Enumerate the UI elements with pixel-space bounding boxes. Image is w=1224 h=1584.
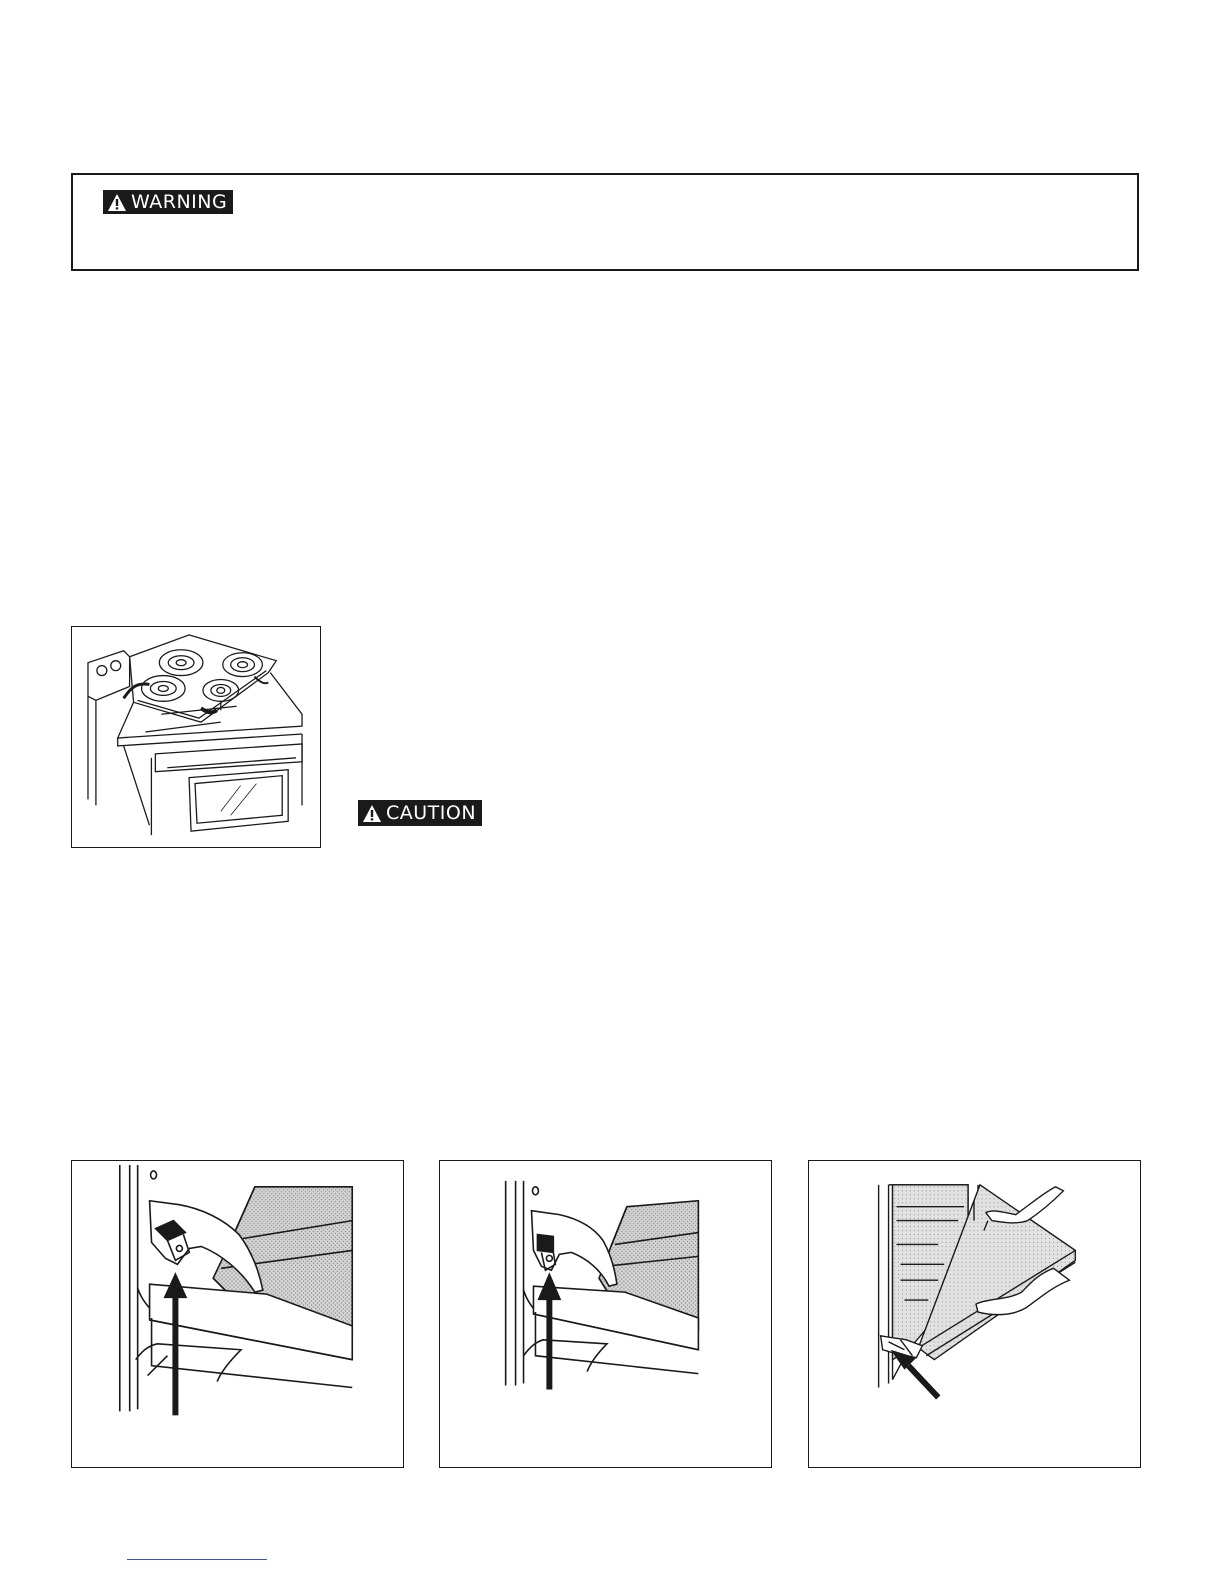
door-removal-illustration xyxy=(809,1161,1140,1467)
warning-badge xyxy=(103,190,233,214)
warning-triangle-icon xyxy=(107,193,127,212)
warning-box xyxy=(71,173,1139,271)
door-hinge-lever-figure xyxy=(439,1160,772,1468)
footer-link-rule xyxy=(127,1559,267,1560)
cooktop-illustration xyxy=(72,627,320,847)
warning-label: WARNING xyxy=(131,191,228,213)
caution-badge xyxy=(358,800,482,826)
door-hinge-lock-figure xyxy=(71,1160,404,1468)
caution-label: CAUTION xyxy=(386,802,477,824)
door-removal-figure xyxy=(808,1160,1141,1468)
warning-triangle-icon xyxy=(362,804,382,823)
cooktop-lifted-figure xyxy=(71,626,321,848)
hinge-lever-illustration xyxy=(440,1161,771,1467)
hinge-lock-illustration xyxy=(72,1161,403,1467)
